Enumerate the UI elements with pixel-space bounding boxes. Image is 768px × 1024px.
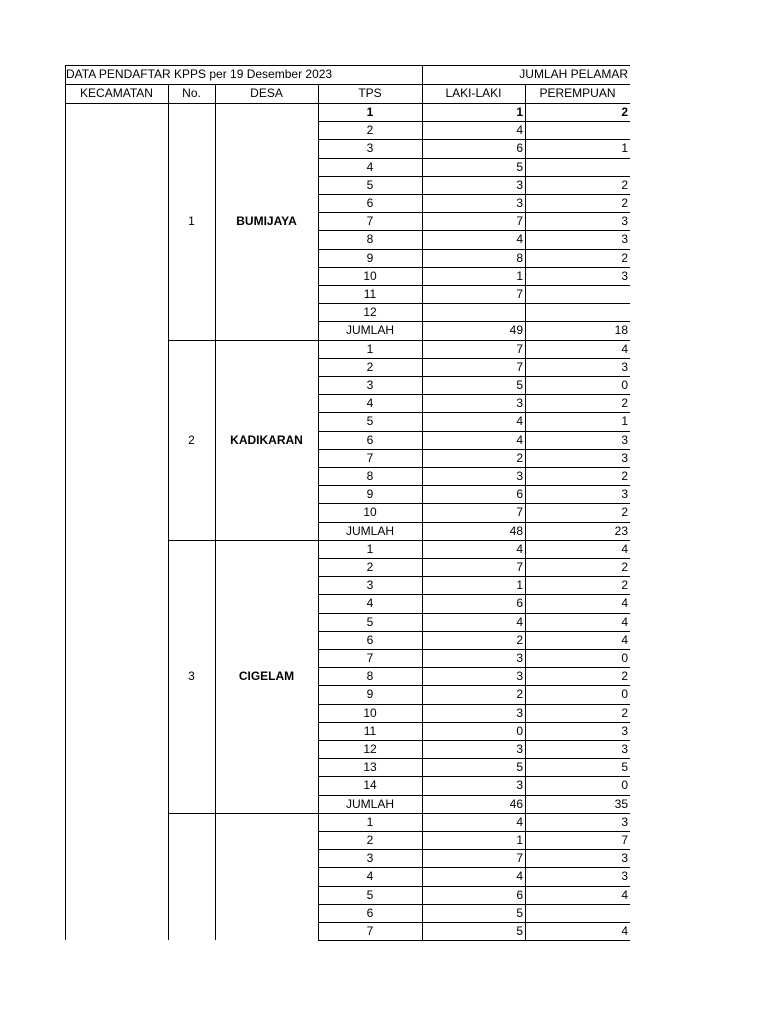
- perempuan-cell: 5: [621, 760, 628, 774]
- laki-laki-cell: 4: [516, 815, 523, 829]
- laki-laki-cell: 1: [516, 833, 523, 847]
- laki-laki-cell: 6: [516, 596, 523, 610]
- grid-line: [65, 84, 630, 85]
- laki-laki-cell: 4: [516, 414, 523, 428]
- tps-cell: 9: [366, 687, 374, 701]
- perempuan-cell: 0: [621, 651, 628, 665]
- perempuan-cell: 35: [614, 797, 628, 811]
- tps-cell: 7: [366, 214, 374, 228]
- tps-cell: 10: [363, 269, 377, 283]
- perempuan-cell: 4: [621, 596, 628, 610]
- tps-cell: 1: [366, 342, 374, 356]
- sheet-title: DATA PENDAFTAR KPPS per 19 Desember 2023: [66, 67, 333, 81]
- group-header-jumlah-pelamar: JUMLAH PELAMAR: [519, 67, 628, 81]
- tps-cell: 7: [366, 451, 374, 465]
- total-label: JUMLAH: [345, 323, 394, 337]
- tps-cell: 3: [366, 851, 374, 865]
- tps-cell: 3: [366, 141, 374, 155]
- laki-laki-cell: 7: [516, 287, 523, 301]
- tps-cell: 9: [366, 251, 374, 265]
- laki-laki-cell: 5: [516, 378, 523, 392]
- laki-laki-cell: 3: [516, 178, 523, 192]
- laki-laki-cell: [422, 303, 525, 321]
- laki-laki-cell: 7: [516, 214, 523, 228]
- laki-laki-cell: 46: [509, 797, 523, 811]
- village-name: [215, 867, 318, 885]
- grid-line: [525, 84, 526, 103]
- tps-cell: 5: [366, 178, 374, 192]
- tps-cell: 12: [363, 305, 377, 319]
- group-line: [168, 340, 318, 341]
- tps-cell: 2: [366, 833, 374, 847]
- tps-cell: 6: [366, 633, 374, 647]
- header-perempuan: PEREMPUAN: [539, 86, 616, 100]
- perempuan-cell: 3: [621, 433, 628, 447]
- tps-cell: 8: [366, 232, 374, 246]
- tps-cell: 2: [366, 560, 374, 574]
- tps-cell: 7: [366, 651, 374, 665]
- tps-cell: 3: [366, 578, 374, 592]
- perempuan-cell: 2: [621, 706, 628, 720]
- perempuan-cell: 4: [621, 615, 628, 629]
- perempuan-cell: [525, 285, 630, 303]
- perempuan-cell: 2: [621, 560, 628, 574]
- laki-laki-cell: 6: [516, 888, 523, 902]
- tps-cell: 4: [366, 869, 374, 883]
- tps-cell: 10: [363, 706, 377, 720]
- grid-line: [525, 103, 526, 940]
- perempuan-cell: 3: [621, 360, 628, 374]
- laki-laki-cell: 3: [516, 651, 523, 665]
- perempuan-cell: 2: [621, 196, 628, 210]
- tps-cell: 1: [366, 815, 374, 829]
- tps-cell: 5: [366, 888, 374, 902]
- perempuan-cell: 2: [621, 178, 628, 192]
- grid-line: [318, 84, 319, 103]
- grid-line: [65, 65, 66, 940]
- laki-laki-cell: 4: [516, 232, 523, 246]
- tps-cell: 11: [363, 287, 377, 301]
- laki-laki-cell: 3: [516, 196, 523, 210]
- perempuan-cell: 2: [621, 251, 628, 265]
- grid-line: [65, 65, 630, 66]
- tps-cell: 9: [366, 487, 374, 501]
- perempuan-cell: 0: [621, 778, 628, 792]
- perempuan-cell: 3: [621, 724, 628, 738]
- laki-laki-cell: 5: [516, 924, 523, 938]
- perempuan-cell: [525, 303, 630, 321]
- village-number: 1: [188, 214, 195, 228]
- laki-laki-cell: 1: [516, 578, 523, 592]
- laki-laki-cell: 3: [516, 469, 523, 483]
- laki-laki-cell: 8: [516, 251, 523, 265]
- tps-cell: 4: [366, 596, 374, 610]
- village-name: BUMIJAYA: [236, 214, 297, 228]
- village-number: [168, 867, 215, 885]
- laki-laki-cell: 7: [516, 342, 523, 356]
- tps-cell: 4: [366, 160, 374, 174]
- laki-laki-cell: 4: [516, 542, 523, 556]
- laki-laki-cell: 4: [516, 123, 523, 137]
- laki-laki-cell: 3: [516, 669, 523, 683]
- perempuan-cell: 4: [621, 924, 628, 938]
- village-name: KADIKARAN: [230, 433, 303, 447]
- tps-cell: 2: [366, 360, 374, 374]
- laki-laki-cell: 3: [516, 742, 523, 756]
- perempuan-cell: 3: [621, 815, 628, 829]
- perempuan-cell: 18: [614, 323, 628, 337]
- perempuan-cell: 3: [621, 851, 628, 865]
- laki-laki-cell: 6: [516, 487, 523, 501]
- group-line: [168, 540, 318, 541]
- tps-cell: 13: [363, 760, 377, 774]
- tps-cell: 10: [363, 505, 377, 519]
- laki-laki-cell: 5: [516, 906, 523, 920]
- perempuan-cell: 3: [621, 487, 628, 501]
- laki-laki-cell: 49: [509, 323, 523, 337]
- perempuan-cell: 3: [621, 269, 628, 283]
- perempuan-cell: 1: [621, 414, 628, 428]
- laki-laki-cell: 4: [516, 869, 523, 883]
- village-number: 3: [188, 669, 195, 683]
- perempuan-cell: 2: [621, 105, 628, 119]
- perempuan-cell: 0: [621, 378, 628, 392]
- tps-cell: 14: [363, 778, 377, 792]
- perempuan-cell: 2: [621, 396, 628, 410]
- laki-laki-cell: 7: [516, 360, 523, 374]
- laki-laki-cell: 3: [516, 396, 523, 410]
- header-laki-laki: LAKI-LAKI: [445, 86, 502, 100]
- tps-cell: 12: [363, 742, 377, 756]
- perempuan-cell: 23: [614, 524, 628, 538]
- tps-cell: 8: [366, 669, 374, 683]
- laki-laki-cell: 6: [516, 141, 523, 155]
- village-number: 2: [188, 433, 195, 447]
- laki-laki-cell: 1: [516, 105, 523, 119]
- laki-laki-cell: 7: [516, 505, 523, 519]
- grid-line: [168, 84, 169, 103]
- village-name: CIGELAM: [238, 669, 295, 683]
- perempuan-cell: 3: [621, 451, 628, 465]
- perempuan-cell: [525, 904, 630, 922]
- tps-cell: 6: [366, 433, 374, 447]
- perempuan-cell: 3: [621, 214, 628, 228]
- laki-laki-cell: 7: [516, 851, 523, 865]
- tps-cell: 11: [363, 724, 377, 738]
- tps-cell: 4: [366, 396, 374, 410]
- grid-line: [318, 103, 319, 940]
- tps-cell: 5: [366, 615, 374, 629]
- tps-cell: 1: [366, 542, 374, 556]
- header-no: No.: [182, 86, 201, 100]
- perempuan-cell: 4: [621, 633, 628, 647]
- perempuan-cell: [525, 158, 630, 176]
- laki-laki-cell: 5: [516, 760, 523, 774]
- perempuan-cell: 4: [621, 542, 628, 556]
- laki-laki-cell: 4: [516, 433, 523, 447]
- header-kecamatan: KECAMATAN: [80, 86, 153, 100]
- perempuan-cell: 0: [621, 687, 628, 701]
- tps-cell: 1: [366, 105, 374, 119]
- perempuan-cell: 7: [621, 833, 628, 847]
- total-label: JUMLAH: [345, 524, 394, 538]
- tps-cell: 7: [366, 924, 374, 938]
- laki-laki-cell: 2: [516, 451, 523, 465]
- tps-cell: 6: [366, 906, 374, 920]
- laki-laki-cell: 7: [516, 560, 523, 574]
- laki-laki-cell: 2: [516, 633, 523, 647]
- laki-laki-cell: 2: [516, 687, 523, 701]
- tps-cell: 8: [366, 469, 374, 483]
- tps-cell: 5: [366, 414, 374, 428]
- grid-line: [422, 65, 423, 103]
- laki-laki-cell: 48: [509, 524, 523, 538]
- tps-cell: 2: [366, 123, 374, 137]
- perempuan-cell: 2: [621, 669, 628, 683]
- perempuan-cell: 3: [621, 742, 628, 756]
- grid-line: [422, 103, 423, 940]
- laki-laki-cell: 1: [516, 269, 523, 283]
- laki-laki-cell: 4: [516, 615, 523, 629]
- laki-laki-cell: 3: [516, 778, 523, 792]
- perempuan-cell: 2: [621, 578, 628, 592]
- perempuan-cell: 4: [621, 888, 628, 902]
- group-line: [168, 813, 318, 814]
- perempuan-cell: [525, 121, 630, 139]
- laki-laki-cell: 0: [516, 724, 523, 738]
- perempuan-cell: 4: [621, 342, 628, 356]
- perempuan-cell: 2: [621, 469, 628, 483]
- tps-cell: 6: [366, 196, 374, 210]
- perempuan-cell: 3: [621, 232, 628, 246]
- tps-cell: 3: [366, 378, 374, 392]
- laki-laki-cell: 5: [516, 160, 523, 174]
- grid-line: [215, 84, 216, 103]
- header-desa: DESA: [250, 86, 283, 100]
- perempuan-cell: 1: [621, 141, 628, 155]
- total-label: JUMLAH: [345, 797, 394, 811]
- laki-laki-cell: 3: [516, 706, 523, 720]
- perempuan-cell: 3: [621, 869, 628, 883]
- row-line: [318, 940, 630, 941]
- perempuan-cell: 2: [621, 505, 628, 519]
- header-tps: TPS: [358, 86, 382, 100]
